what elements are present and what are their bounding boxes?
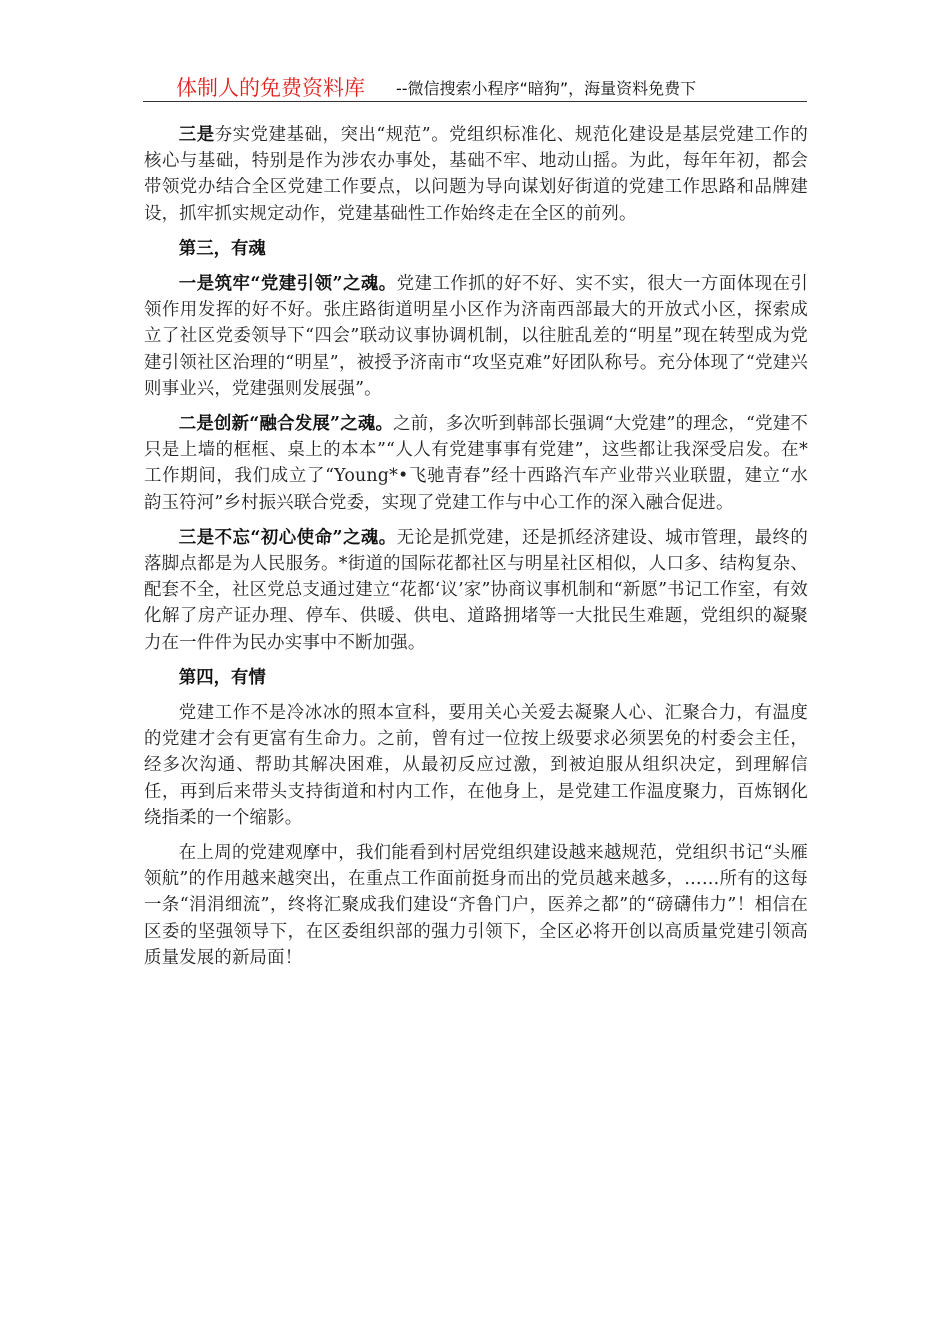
- paragraph-integrated-development: [144, 411, 808, 516]
- paragraph-text: 之前，多次听到韩部长强调“大党建”的理念，“党建不只是上墙的框框、桌上的本本”“人人有党建事事有党建”，这些都让我深受启发。在*工作期间，我们成立了“Young*•飞驰青春”经十西路汽车产业带兴业联盟，建立“水韵玉符河”乡村振兴联合党委，实现了党建工作与中心工作的深入融合促进。: [144, 414, 808, 513]
- paragraph-lead: 二是创新“融合发展”之魂。: [178, 414, 394, 435]
- paragraph-text: 夯实党建基础，突出“规范”。党组织标准化、规范化建设是基层党建工作的核心与基础，特别是作为涉农办事处，基础不牢、地动山摇。为此，每年年初，都会带领党办结合全区党建工作要点，以问题为导向谋划好街道的党建工作思路和品牌建设，抓牢抓实规定动作，党建基础性工作始终走在全区的前列。: [144, 125, 808, 224]
- paragraph-lead: 一是筑牢“党建引领”之魂。: [178, 274, 397, 295]
- paragraph-lead: 三是不忘“初心使命”之魂。: [178, 527, 397, 548]
- document-body: [144, 122, 808, 980]
- paragraph-foundation: [144, 122, 808, 227]
- paragraph-original-mission: [144, 525, 808, 656]
- paragraph-warm-party-building: 党建工作不是冷冰冰的照本宣科，要用关心关爱去凝聚人心、汇聚合力，有温度的党建才会有更富有生命力。之前，曾有过一位按上级要求必须罢免的村委会主任，经多次沟通、帮助其解决困难，从最初反应过激，到被迫服从组织决定，到理解信任，再到后来带头支持街道和村内工作，在他身上，是党建工作温度聚力，百炼钢化绕指柔的一个缩影。: [144, 703, 808, 828]
- section-heading-affection: 第四，有情: [178, 667, 266, 688]
- paragraph-conclusion: 在上周的党建观摩中，我们能看到村居党组织建设越来越规范，党组织书记“头雁领航”的作用越来越突出，在重点工作面前挺身而出的党员越来越多，……所有的这每一条“涓涓细流”，终将汇聚成我们建设“齐鲁门户，医养之都”的“磅礴伟力”！相信在区委的坚强领导下，在区委组织部的强力引领下，全区必将开创以高质量党建引领高质量发展的新局面！: [144, 843, 808, 968]
- header-tagline: --微信搜索小程序“暗狗”，海量资料免费下: [396, 79, 697, 98]
- paragraph-text: 党建工作抓的好不好、实不实，很大一方面体现在引领作用发挥的好不好。张庄路街道明星小区作为济南西部最大的开放式小区，探索成立了社区党委领导下“四会”联动议事协调机制，以往脏乱差的“明星”现在转型成为党建引领社区治理的“明星”，被授予济南市“攻坚克难”好团队称号。充分体现了“党建兴则事业兴，党建强则发展强”。: [144, 274, 809, 399]
- paragraph-party-leadership: [144, 271, 808, 402]
- paragraph-lead: 三是: [178, 125, 215, 145]
- section-heading-soul: 第三，有魂: [178, 238, 266, 259]
- page-header: [143, 70, 807, 102]
- header-brand: 体制人的免费资料库: [176, 76, 365, 100]
- paragraph-text: 无论是抓党建，还是抓经济建设、城市管理，最终的落脚点都是为人民服务。*街道的国际花都社区与明星社区相似，人口多、结构复杂、配套不全，社区党总支通过建立“花都‘议’家”协商议事机制和“新愿”书记工作室，有效化解了房产证办理、停车、供暖、供电、道路拥堵等一大批民生难题，党组织的凝聚力在一件件为民办实事中不断加强。: [144, 527, 809, 653]
